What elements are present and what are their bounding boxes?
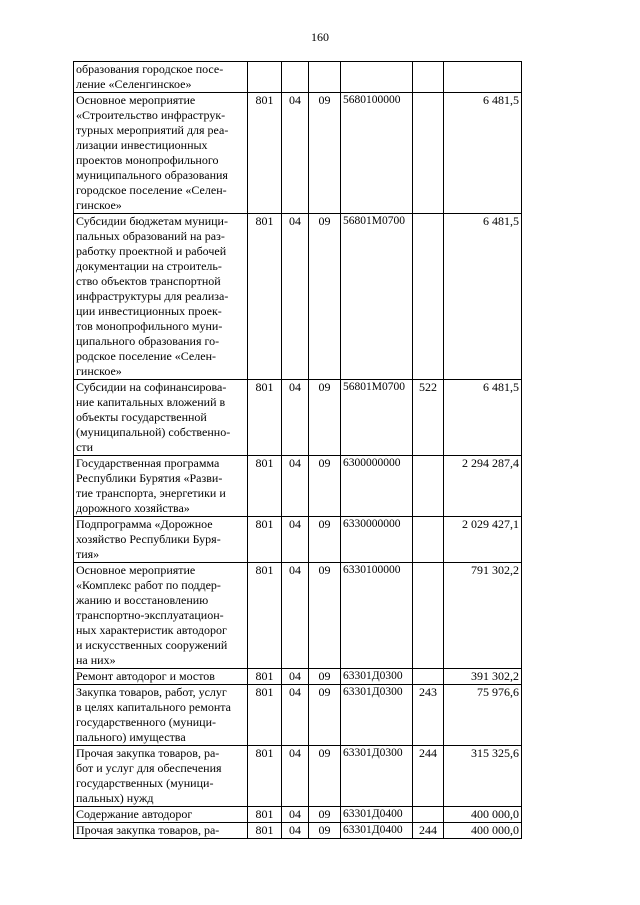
cell-expense-type <box>413 214 444 380</box>
cell-target-article: 6330000000 <box>341 517 413 563</box>
cell-amount: 400 000,0 <box>444 807 522 823</box>
cell-subsection: 09 <box>309 685 341 746</box>
cell-grbs: 801 <box>248 93 282 214</box>
cell-target-article: 63301Д0300 <box>341 685 413 746</box>
cell-name <box>74 807 248 823</box>
cell-expense-type <box>413 93 444 214</box>
cell-amount: 75 976,6 <box>444 685 522 746</box>
table-row <box>74 563 522 669</box>
table-row <box>74 214 522 380</box>
cell-expense-type <box>413 62 444 93</box>
table-row <box>74 456 522 517</box>
cell-section: 04 <box>282 746 309 807</box>
cell-subsection: 09 <box>309 456 341 517</box>
cell-grbs: 801 <box>248 517 282 563</box>
cell-subsection <box>309 62 341 93</box>
cell-grbs: 801 <box>248 380 282 456</box>
cell-subsection: 09 <box>309 214 341 380</box>
row-description: Государственная программа Республики Бурятия «Разви- тие транспорта, энергетики и дорожного хозяйства» <box>76 456 226 515</box>
cell-subsection: 09 <box>309 746 341 807</box>
cell-section: 04 <box>282 669 309 685</box>
cell-section: 04 <box>282 456 309 517</box>
cell-expense-type <box>413 807 444 823</box>
cell-section: 04 <box>282 380 309 456</box>
cell-expense-type <box>413 563 444 669</box>
cell-grbs <box>248 62 282 93</box>
cell-expense-type <box>413 456 444 517</box>
cell-target-article: 63301Д0300 <box>341 746 413 807</box>
cell-amount: 2 029 427,1 <box>444 517 522 563</box>
row-description: Основное мероприятие «Строительство инфраструк- турных мероприятий для реа- лизации инвестиционных проектов монопрофильного муниципального образования городское поселение «Селен- гинское» <box>76 93 229 212</box>
cell-amount: 6 481,5 <box>444 214 522 380</box>
row-description: Закупка товаров, работ, услуг в целях капитального ремонта государственного (муници- пального) имущества <box>76 685 231 744</box>
cell-name <box>74 456 248 517</box>
cell-grbs: 801 <box>248 669 282 685</box>
budget-table <box>73 61 522 839</box>
cell-name <box>74 563 248 669</box>
cell-subsection: 09 <box>309 517 341 563</box>
row-description: Содержание автодорог <box>76 807 193 821</box>
cell-grbs: 801 <box>248 823 282 839</box>
cell-section: 04 <box>282 214 309 380</box>
cell-amount: 6 481,5 <box>444 93 522 214</box>
table-row <box>74 93 522 214</box>
cell-grbs: 801 <box>248 746 282 807</box>
cell-amount: 6 481,5 <box>444 380 522 456</box>
table-row <box>74 62 522 93</box>
cell-name <box>74 517 248 563</box>
table-row <box>74 807 522 823</box>
cell-subsection: 09 <box>309 380 341 456</box>
cell-target-article: 56801М0700 <box>341 380 413 456</box>
cell-subsection: 09 <box>309 93 341 214</box>
cell-name <box>74 823 248 839</box>
cell-grbs: 801 <box>248 456 282 517</box>
cell-amount: 315 325,6 <box>444 746 522 807</box>
table-row <box>74 746 522 807</box>
cell-section: 04 <box>282 685 309 746</box>
cell-grbs: 801 <box>248 685 282 746</box>
cell-expense-type <box>413 669 444 685</box>
cell-name <box>74 62 248 93</box>
table-row <box>74 517 522 563</box>
cell-target-article: 63301Д0400 <box>341 807 413 823</box>
cell-section: 04 <box>282 93 309 214</box>
cell-target-article: 63301Д0400 <box>341 823 413 839</box>
cell-subsection: 09 <box>309 563 341 669</box>
cell-target-article: 5680100000 <box>341 93 413 214</box>
table-row <box>74 823 522 839</box>
cell-name <box>74 685 248 746</box>
cell-amount <box>444 62 522 93</box>
page-number: 160 <box>311 30 329 44</box>
cell-name <box>74 93 248 214</box>
table-row <box>74 685 522 746</box>
row-description: Подпрограмма «Дорожное хозяйство Республики Буря- тия» <box>76 517 221 561</box>
cell-grbs: 801 <box>248 807 282 823</box>
row-description: образования городское посе- ление «Селенгинское» <box>76 62 224 91</box>
cell-target-article: 56801М0700 <box>341 214 413 380</box>
cell-subsection: 09 <box>309 807 341 823</box>
cell-name <box>74 380 248 456</box>
cell-target-article <box>341 62 413 93</box>
row-description: Прочая закупка товаров, ра- <box>76 823 220 837</box>
cell-amount: 791 302,2 <box>444 563 522 669</box>
cell-name <box>74 746 248 807</box>
cell-expense-type: 243 <box>413 685 444 746</box>
row-description: Субсидии на софинансирова- ние капитальных вложений в объекты государственной (муниципальной) собственно- сти <box>76 380 231 454</box>
table-row <box>74 380 522 456</box>
cell-target-article: 63301Д0300 <box>341 669 413 685</box>
cell-section: 04 <box>282 807 309 823</box>
cell-expense-type: 244 <box>413 823 444 839</box>
cell-expense-type: 522 <box>413 380 444 456</box>
cell-subsection: 09 <box>309 823 341 839</box>
row-description: Ремонт автодорог и мостов <box>76 669 215 683</box>
cell-amount: 391 302,2 <box>444 669 522 685</box>
cell-amount: 2 294 287,4 <box>444 456 522 517</box>
cell-section: 04 <box>282 823 309 839</box>
row-description: Прочая закупка товаров, ра- бот и услуг для обеспечения государственных (муници- пальных) нужд <box>76 746 222 805</box>
cell-grbs: 801 <box>248 214 282 380</box>
cell-section: 04 <box>282 563 309 669</box>
cell-expense-type <box>413 517 444 563</box>
cell-subsection: 09 <box>309 669 341 685</box>
cell-amount: 400 000,0 <box>444 823 522 839</box>
cell-expense-type: 244 <box>413 746 444 807</box>
row-description: Основное мероприятие «Комплекс работ по поддер- жанию и восстановлению транспортно-эксплуатацион- ных характеристик автодорог и искусственных сооружений на них» <box>76 563 228 667</box>
table-row <box>74 669 522 685</box>
row-description: Субсидии бюджетам муници- пальных образований на раз- работку проектной и рабочей документации на строитель- ство объектов транспортной инфраструктуры для реализа- ции инвестиционных проек- тов монопрофильного муни- ципального образования го- родское поселение «Селен- гинское» <box>76 214 229 378</box>
cell-name <box>74 214 248 380</box>
cell-name <box>74 669 248 685</box>
cell-grbs: 801 <box>248 563 282 669</box>
cell-target-article: 6300000000 <box>341 456 413 517</box>
cell-section: 04 <box>282 517 309 563</box>
cell-target-article: 6330100000 <box>341 563 413 669</box>
cell-section <box>282 62 309 93</box>
table-body <box>74 62 522 839</box>
